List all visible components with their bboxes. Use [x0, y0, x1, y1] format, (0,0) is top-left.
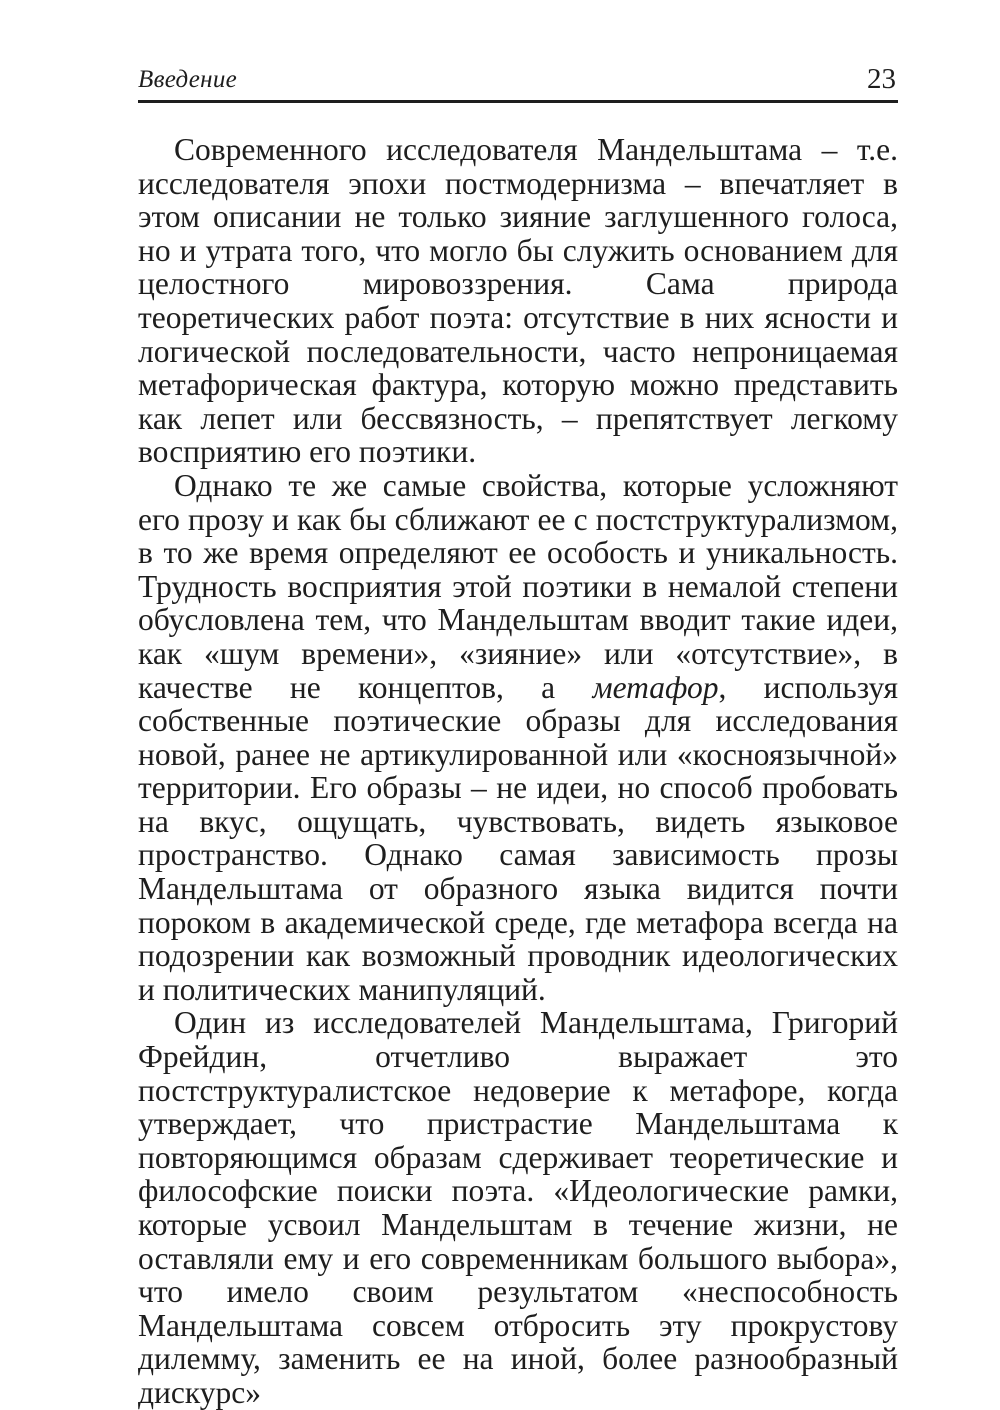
header-rule — [138, 100, 898, 103]
paragraph-2 — [138, 469, 898, 1007]
body-text — [138, 133, 898, 1410]
paragraph-1: Современного исследователя Мандельштама – т.е. исследователя эпохи постмодернизма – впечатляет в этом описании не только зияние заглушенного голоса, но и утрата того, что могло бы служить основанием для целостного мировоззрения. Сама природа теоретических работ поэта: отсутствие в них ясности и логической последовательности, часто непроницаемая метафорическая фактура, которую можно представить как лепет или бессвязность, – препятствует легкому восприятию его поэтики. — [138, 132, 898, 470]
paragraph-3: Один из исследователей Мандельштама, Григорий Фрейдин, отчетливо выражает это постструктуралистское недоверие к метафоре, когда утверждает, что пристрастие Мандельштама к повторяющимся образам сдерживает теоретические и философские поиски поэта. «Идеологические рамки, которые усвоил Мандельштам в течение жизни, не оставляли ему и его современникам большого выбора», что имело своим результатом «неспособность Мандельштама совсем отбросить эту прокрустову дилемму, заменить ее на иной, более разнообразный дискурс» — [138, 1005, 898, 1410]
paragraph-2-text-before: Однако те же самые свойства, которые усложняют его прозу и как бы сближают ее с постструктурализмом, в то же время определяют ее особость и уникальность. Трудность восприятия этой поэтики в немалой степени обусловлена тем, что Мандельштам вводит такие идеи, как «шум времени», «зияние» или «отсутствие», в качестве не концептов, а — [138, 467, 898, 705]
emphasized-word: метафор — [592, 669, 719, 705]
page-number: 23 — [867, 63, 896, 95]
paragraph-2-text-after: , используя собственные поэтические образы для исследования новой, ранее не артикулированной или «косноязычной» территории. Его образы – не идеи, но способ пробовать на вкус, ощущать, чувствовать, видеть языковое пространство. Однако самая зависимость прозы Мандельштама от образного языка видится почти пороком в академической среде, где метафора всегда на подозрении как возможный проводник идеологических и политических манипуляций. — [138, 669, 899, 1007]
running-head — [138, 60, 898, 100]
section-title: Введение — [138, 66, 238, 93]
